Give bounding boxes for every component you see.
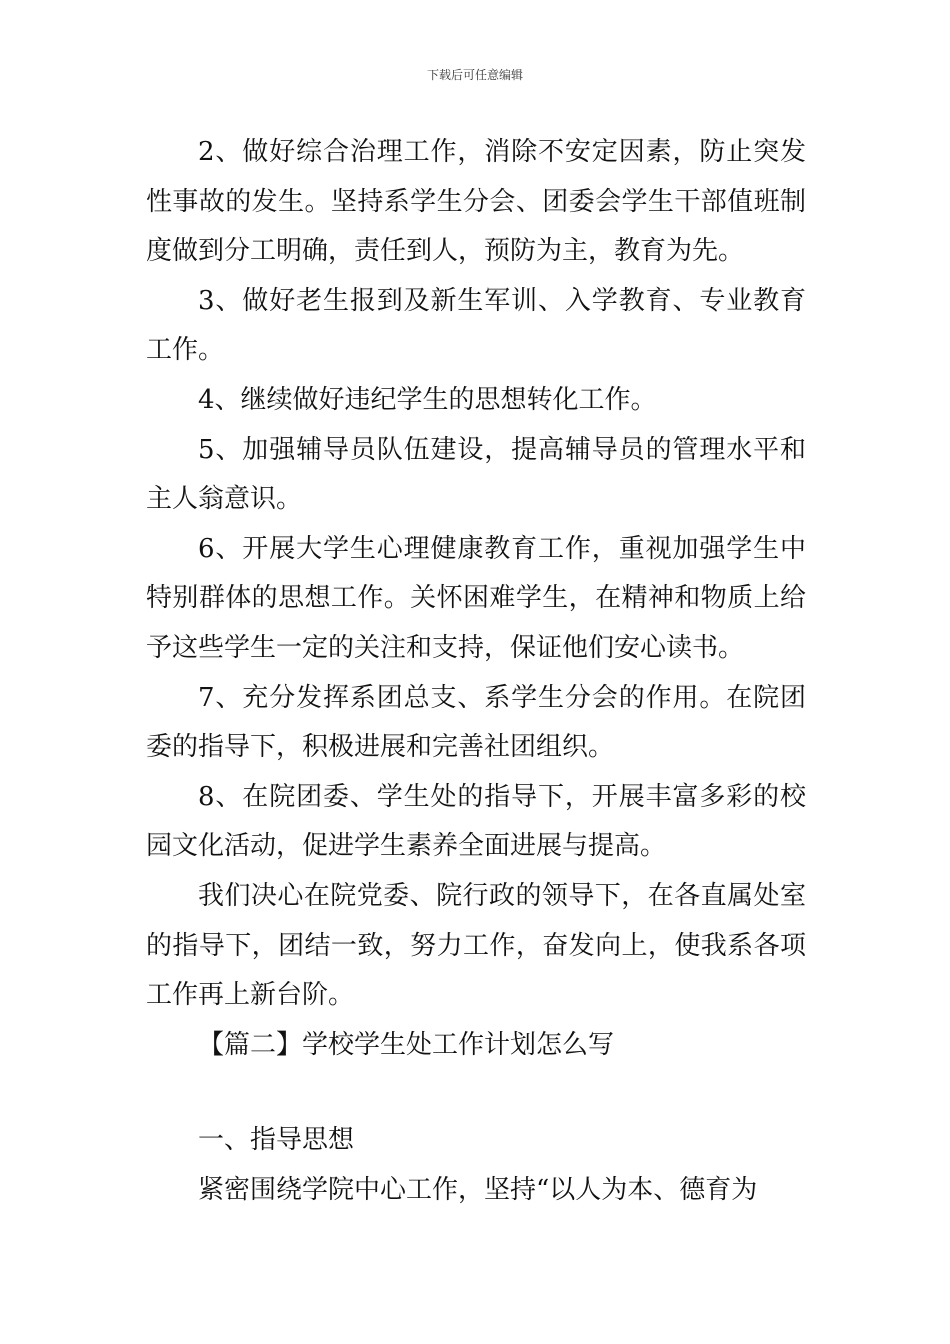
- paragraph-item-7: 7、充分发挥系团总支、系学生分会的作用。在院团委的指导下，积极进展和完善社团组织。: [146, 682, 806, 763]
- document-body: [146, 128, 806, 1215]
- paragraph-item-3: 3、做好老生报到及新生军训、入学教育、专业教育工作。: [146, 285, 806, 366]
- paragraph-item-2: 2、做好综合治理工作，消除不安定因素，防止突发性事故的发生。坚持系学生分会、团委会学生干部值班制度做到分工明确，责任到人，预防为主，教育为先。: [146, 137, 806, 267]
- paragraph-item-8: 8、在院团委、学生处的指导下，开展丰富多彩的校园文化活动，促进学生素养全面进展与提高。: [146, 781, 806, 862]
- section-title: 【篇二】学校学生处工作计划怎么写: [198, 1029, 615, 1060]
- blank-line: [146, 1070, 806, 1116]
- paragraph-resolution: 我们决心在院党委、院行政的领导下，在各直属处室的指导下，团结一致，努力工作，奋发向上，使我系各项工作再上新台阶。: [146, 880, 806, 1011]
- paragraph-item-4: 4、继续做好违纪学生的思想转化工作。: [198, 384, 657, 415]
- heading-guiding-ideology: 一、指导思想: [198, 1125, 355, 1156]
- paragraph-item-6: 6、开展大学生心理健康教育工作，重视加强学生中特别群体的思想工作。关怀困难学生，在精神和物质上给予这些学生一定的关注和支持，保证他们安心读书。: [146, 533, 806, 663]
- paragraph-continued: 紧密围绕学院中心工作，坚持“以人为本、德育为: [198, 1174, 758, 1205]
- page-header: 下载后可任意编辑: [426, 68, 523, 82]
- paragraph-item-5: 5、加强辅导员队伍建设，提高辅导员的管理水平和主人翁意识。: [146, 434, 806, 515]
